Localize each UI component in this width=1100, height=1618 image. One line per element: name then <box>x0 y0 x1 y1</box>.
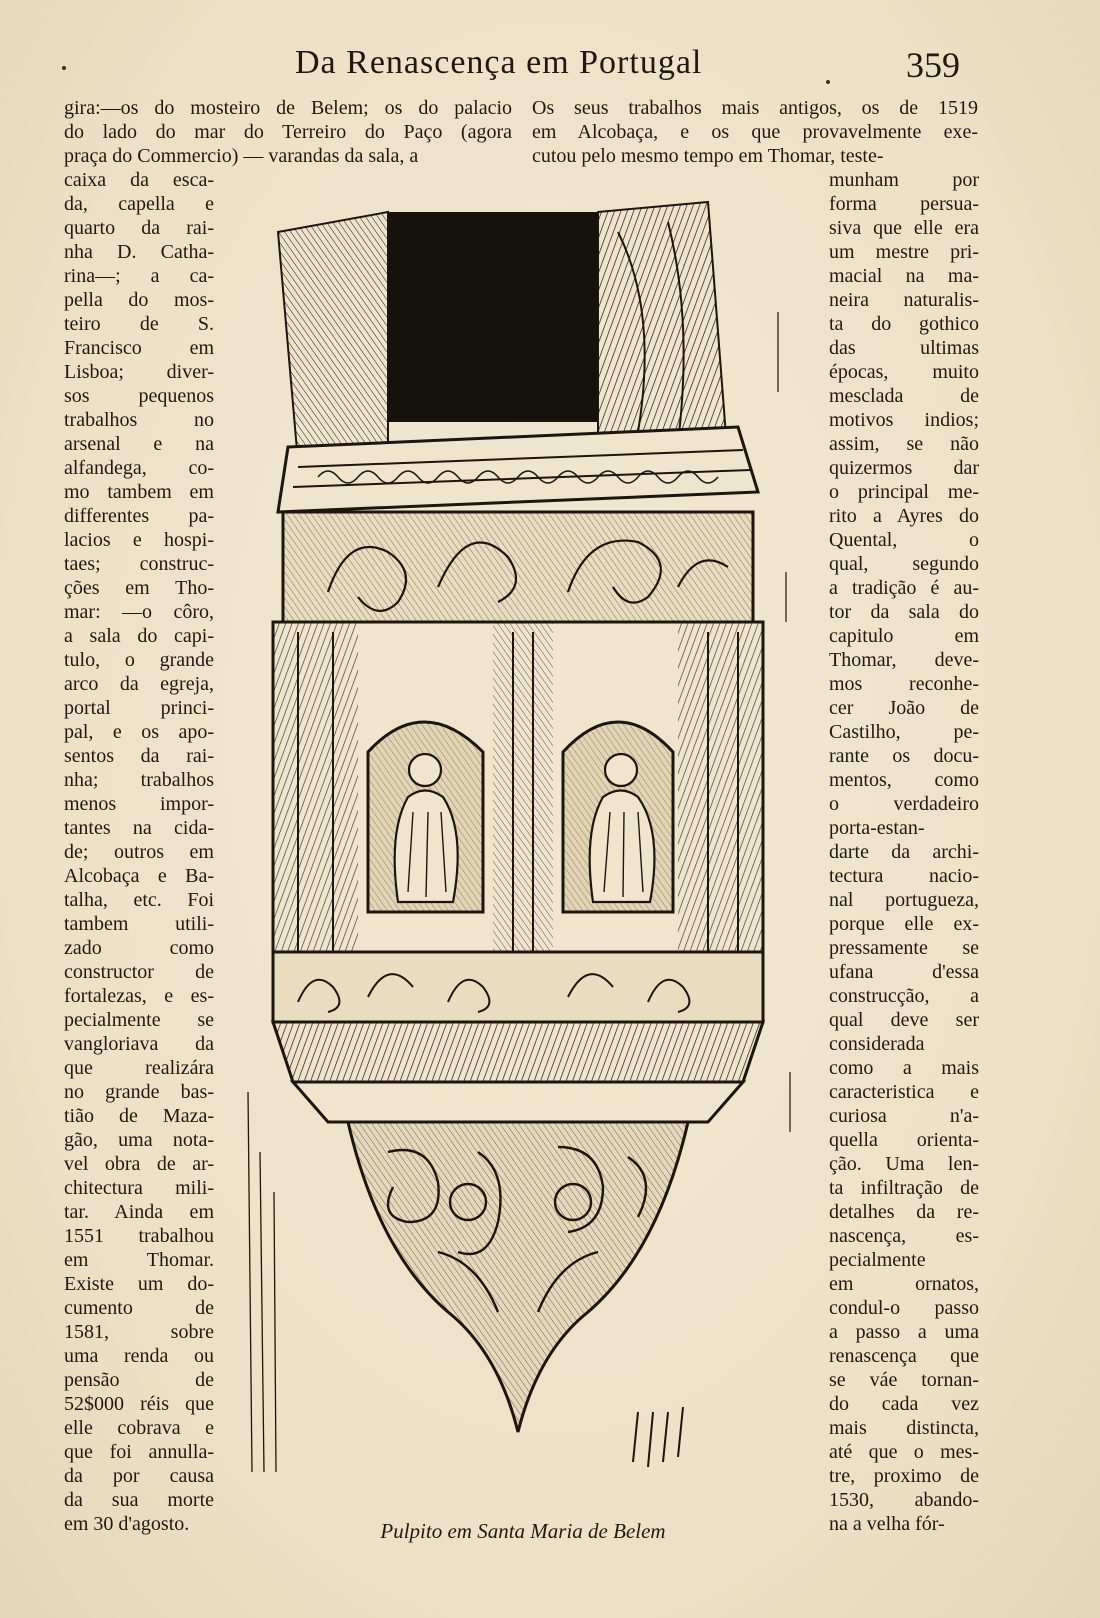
text-line: ções em Tho- <box>64 577 214 599</box>
text-line: curiosa n'a- <box>829 1105 979 1127</box>
text-line: differentes pa- <box>64 505 214 527</box>
text-line: até que o mes- <box>829 1441 979 1463</box>
text-line: nascença, es- <box>829 1225 979 1247</box>
text-line: ção. Uma len- <box>829 1153 979 1175</box>
text-line: tor da sala do <box>829 601 979 623</box>
text-line: do lado do mar do Terreiro do Paço (agora <box>64 121 512 143</box>
text-line: caracteristica e <box>829 1081 979 1103</box>
text-line: tião de Maza- <box>64 1105 214 1127</box>
text-line: da sua morte <box>64 1489 214 1511</box>
text-line: talha, etc. Foi <box>64 889 214 911</box>
text-line: nha D. Catha- <box>64 241 214 263</box>
text-line: ta infiltração de <box>829 1177 979 1199</box>
text-line: que foi annulla- <box>64 1441 214 1463</box>
text-line: 1581, sobre <box>64 1321 214 1343</box>
print-speck <box>826 80 830 84</box>
text-line: mo tambem em <box>64 481 214 503</box>
text-line: teiro de S. <box>64 313 214 335</box>
print-speck <box>62 66 66 70</box>
text-line: épocas, muito <box>829 361 979 383</box>
text-line: renascença que <box>829 1345 979 1367</box>
text-line: um mestre pri- <box>829 241 979 263</box>
text-line: do cada vez <box>829 1393 979 1415</box>
text-line: uma renda ou <box>64 1345 214 1367</box>
text-line: gira:—os do mosteiro de Belem; os do palacio <box>64 97 512 119</box>
text-line: Lisboa; diver- <box>64 361 214 383</box>
text-line: chitectura mili- <box>64 1177 214 1199</box>
text-line: porta-estan- <box>829 817 925 839</box>
text-line: arco da egreja, <box>64 673 214 695</box>
text-line: 1530, abando- <box>829 1489 979 1511</box>
text-line: mais distincta, <box>829 1417 979 1439</box>
text-line: considerada <box>829 1033 925 1055</box>
text-line: macial na ma- <box>829 265 979 287</box>
text-line: da por causa <box>64 1465 214 1487</box>
text-line: darte da archi- <box>829 841 979 863</box>
text-line: 1551 trabalhou <box>64 1225 214 1247</box>
text-line: tambem utili- <box>64 913 214 935</box>
text-line: mentos, como <box>829 769 979 791</box>
text-line: quarto da rai- <box>64 217 214 239</box>
text-line: capitulo em <box>829 625 979 647</box>
text-line: em 30 d'agosto. <box>64 1513 190 1535</box>
text-line: em ornatos, <box>829 1273 979 1295</box>
text-line: quella orienta- <box>829 1129 979 1151</box>
text-line: vangloriava da <box>64 1033 214 1055</box>
text-line: o verdadeiro <box>829 793 979 815</box>
text-line: de; outros em <box>64 841 214 863</box>
text-line: porque elle ex- <box>829 913 979 935</box>
text-line: vel obra de ar- <box>64 1153 214 1175</box>
text-line: rante os docu- <box>829 745 979 767</box>
text-line: Os seus trabalhos mais antigos, os de 1519 <box>532 97 978 119</box>
text-line: pecialmente <box>829 1249 926 1271</box>
text-line: da, capella e <box>64 193 214 215</box>
text-line: cumento de <box>64 1297 214 1319</box>
page-number: 359 <box>906 45 960 85</box>
text-line: no grande bas- <box>64 1081 214 1103</box>
text-line: Castilho, pe- <box>829 721 979 743</box>
text-line: ta do gothico <box>829 313 979 335</box>
figure-caption: Pulpito em Santa Maria de Belem <box>380 1519 666 1543</box>
text-line: Thomar, deve- <box>829 649 979 671</box>
text-line: elle cobrava e <box>64 1417 214 1439</box>
text-line: sos pequenos <box>64 385 214 407</box>
text-line: se váe tornan- <box>829 1369 979 1391</box>
pulpit-engraving <box>238 192 808 1477</box>
text-line: pressamente se <box>829 937 979 959</box>
text-line: munham por <box>829 169 979 191</box>
text-line: qual, segundo <box>829 553 979 575</box>
text-line: em Thomar. <box>64 1249 214 1271</box>
text-line: cutou pelo mesmo tempo em Thomar, teste- <box>532 145 884 167</box>
text-line: o principal me- <box>829 481 979 503</box>
text-line: construcção, a <box>829 985 979 1007</box>
text-line: tantes na cida- <box>64 817 214 839</box>
text-line: mar: —o côro, <box>64 601 214 623</box>
text-line: a passo a uma <box>829 1321 979 1343</box>
text-line: qual deve ser <box>829 1009 979 1031</box>
text-line: praça do Commercio) — varandas da sala, a <box>64 145 419 167</box>
text-column-narrow-right <box>829 168 979 1536</box>
text-line: arsenal e na <box>64 433 214 455</box>
text-line: quizermos dar <box>829 457 979 479</box>
text-line: tulo, o grande <box>64 649 214 671</box>
text-line: tar. Ainda em <box>64 1201 214 1223</box>
running-title: Da Renascença em Portugal <box>295 44 703 81</box>
text-line: motivos indios; <box>829 409 979 431</box>
text-line: pal, e os apo- <box>64 721 214 743</box>
text-line: constructor de <box>64 961 214 983</box>
text-line: pella do mos- <box>64 289 214 311</box>
text-line: sentos da rai- <box>64 745 214 767</box>
text-line: neira naturalis- <box>829 289 979 311</box>
text-line: gão, uma nota- <box>64 1129 214 1151</box>
text-line: trabalhos no <box>64 409 214 431</box>
text-line: Existe um do- <box>64 1273 214 1295</box>
text-line: a tradição é au- <box>829 577 979 599</box>
text-line: alfandega, co- <box>64 457 214 479</box>
text-line: detalhes da re- <box>829 1201 979 1223</box>
text-line: forma persua- <box>829 193 979 215</box>
text-line: pensão de <box>64 1369 214 1391</box>
pulpit-illustration <box>238 192 808 1477</box>
text-line: Francisco em <box>64 337 214 359</box>
text-line: pecialmente se <box>64 1009 214 1031</box>
text-line: tectura nacio- <box>829 865 979 887</box>
text-line: ufana d'essa <box>829 961 979 983</box>
text-line: siva que elle era <box>829 217 979 239</box>
text-line: a sala do capi- <box>64 625 214 647</box>
text-line: Quental, o <box>829 529 979 551</box>
text-line: mesclada de <box>829 385 979 407</box>
text-line: condul-o passo <box>829 1297 979 1319</box>
text-column-narrow-left <box>64 168 214 1536</box>
text-line: taes; construc- <box>64 553 214 575</box>
text-line: tre, proximo de <box>829 1465 979 1487</box>
text-line: fortalezas, e es- <box>64 985 214 1007</box>
text-column-full-right <box>532 96 978 168</box>
text-line: menos impor- <box>64 793 214 815</box>
text-line: lacios e hospi- <box>64 529 214 551</box>
text-line: 52$000 réis que <box>64 1393 214 1415</box>
text-line: das ultimas <box>829 337 979 359</box>
text-line: nha; trabalhos <box>64 769 214 791</box>
text-line: que realizára <box>64 1057 214 1079</box>
text-line: como a mais <box>829 1057 979 1079</box>
text-line: cer João de <box>829 697 979 719</box>
text-line: portal princi- <box>64 697 214 719</box>
text-line: Alcobaça e Ba- <box>64 865 214 887</box>
text-line: mos reconhe- <box>829 673 979 695</box>
text-line: zado como <box>64 937 214 959</box>
text-line: na a velha fór- <box>829 1513 945 1535</box>
text-line: nal portugueza, <box>829 889 979 911</box>
text-line: caixa da esca- <box>64 169 214 191</box>
text-line: em Alcobaça, e os que provavelmente exe- <box>532 121 978 143</box>
text-line: rina—; a ca- <box>64 265 214 287</box>
text-column-full-left <box>64 96 512 168</box>
text-line: assim, se não <box>829 433 979 455</box>
text-line: rito a Ayres do <box>829 505 979 527</box>
